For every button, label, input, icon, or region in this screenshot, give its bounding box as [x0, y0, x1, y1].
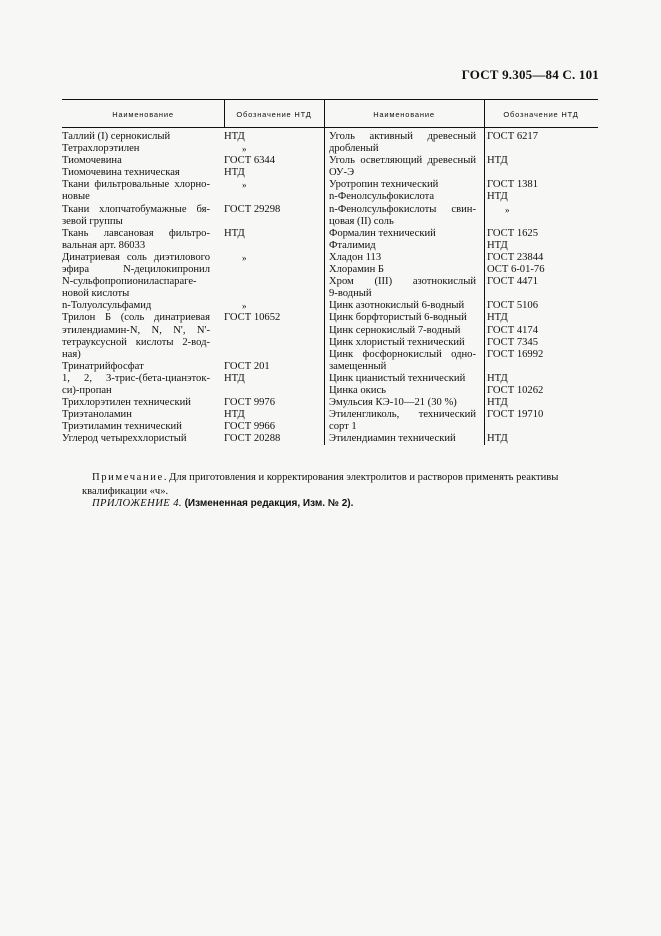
table-cell-code — [487, 361, 597, 373]
table-cell-name: зевой группы — [62, 215, 123, 227]
appendix-text: (Измененная редакция, Изм. № 2). — [184, 498, 354, 509]
table-cell-name: цовая (II) соль — [329, 215, 394, 227]
table-cell-name: новые — [62, 191, 90, 203]
table-cell-name: Тетрахлорэтилен — [62, 143, 140, 155]
table-cell-name: Ткань лавсановая фильтро- — [62, 227, 210, 239]
table-cell-code — [487, 216, 597, 228]
table-cell-name: ОУ-Э — [329, 167, 355, 179]
table-cell-name: Ткани хлопчатобумажные бя- — [62, 203, 210, 215]
table-cell-code — [224, 240, 316, 252]
right-codes-column — [487, 131, 597, 445]
table-cell-name: Тиомочевина — [62, 155, 122, 167]
table-cell-name: Этилендиамин технический — [329, 433, 456, 445]
page-header: ГОСТ 9.305—84 С. 101 — [461, 67, 599, 82]
table-cell-code — [224, 385, 316, 397]
table-cell-code: ГОСТ 7345 — [487, 336, 539, 348]
table-cell-code: НТД — [224, 131, 245, 142]
note-paragraph — [82, 471, 598, 499]
left-names-column — [62, 131, 210, 445]
table-cell-code: НТД — [487, 397, 508, 409]
table-cell-name: Трихлорэтилен технический — [62, 397, 191, 409]
column-divider — [224, 99, 225, 127]
table-cell-code — [487, 288, 597, 300]
table-cell-code — [224, 288, 316, 300]
table-cell-code: ГОСТ 29298 — [224, 203, 281, 215]
table-cell-name: Формалин технический — [329, 227, 436, 239]
table-cell-name: Тринатрийфосфат — [62, 360, 144, 372]
table-cell-code: » — [242, 301, 247, 312]
table-header-rule — [62, 127, 598, 128]
table-cell-name: эфира N-децилокипронил — [62, 264, 210, 276]
column-divider — [484, 99, 485, 445]
appendix-label: ПРИЛОЖЕНИЕ 4. — [92, 498, 182, 509]
table-cell-code: ГОСТ 20288 — [224, 433, 281, 445]
column-header-code-left: Обозначение НТД — [236, 109, 312, 119]
column-header-code-right: Обозначение НТД — [503, 109, 579, 119]
table-cell-code: НТД — [487, 239, 508, 251]
table-cell-name: Хром (III) азотнокислый — [329, 276, 476, 288]
table-cell-code: ГОСТ 19710 — [487, 409, 544, 421]
table-cell-code: » — [242, 252, 247, 263]
table-top-rule — [62, 99, 598, 100]
table-cell-name: Цинк цианистый технический — [329, 372, 466, 384]
table-cell-code: НТД — [487, 433, 508, 445]
table-cell-name: Ткани фильтровальные хлорно- — [62, 179, 210, 191]
note-text-continued: квалификации «ч». — [82, 486, 169, 497]
table-cell-name: Уголь активный древесный — [329, 131, 476, 142]
table-cell-code — [487, 167, 597, 179]
table-cell-code: НТД — [224, 409, 245, 421]
table-cell-name: Хлорамин Б — [329, 264, 385, 276]
table-cell-code: ГОСТ 4174 — [487, 324, 539, 336]
table-cell-code: ГОСТ 10652 — [224, 312, 281, 324]
table-cell-name: Динатриевая соль диэтилового — [62, 251, 210, 263]
table-cell-code: ГОСТ 1625 — [487, 227, 539, 239]
table-cell-code: НТД — [487, 191, 508, 203]
table-cell-name: n-Фенолсульфокислоты свин- — [329, 203, 476, 215]
table-cell-name: Триэтиламин технический — [62, 421, 182, 433]
table-cell-name: Триэтаноламин — [62, 409, 132, 421]
table-cell-name: Цинк азотнокислый 6-водный — [329, 300, 465, 312]
table-cell-name: Уголь осветляющий древесный — [329, 155, 476, 167]
right-names-column — [329, 131, 476, 445]
table-cell-code: НТД — [224, 372, 245, 384]
table-cell-name: Эмульсия КЭ-10—21 (30 %) — [329, 397, 457, 409]
table-cell-code: ОСТ 6-01-76 — [487, 264, 545, 276]
table-cell-name: Трилон Б (соль динатриевая — [62, 312, 210, 324]
appendix-reference — [92, 498, 353, 509]
table-cell-name: Фталимид — [329, 239, 376, 251]
table-cell-name: сорт 1 — [329, 421, 357, 433]
table-cell-name: вальная арт. 86033 — [62, 239, 146, 251]
table-cell-code: ГОСТ 16992 — [487, 348, 544, 360]
table-cell-code: ГОСТ 6344 — [224, 155, 276, 167]
table-cell-name: 9-водный — [329, 288, 372, 300]
table-cell-code: ГОСТ 23844 — [487, 251, 544, 263]
table-cell-name: Таллий (I) сернокислый — [62, 131, 171, 142]
table-cell-code: НТД — [224, 167, 245, 179]
table-cell-name: n-Фенолсульфокислота — [329, 191, 435, 203]
table-cell-name: Уротропин технический — [329, 179, 439, 191]
table-cell-name: этилендиамин-N, N, N', N'- — [62, 324, 210, 336]
note-text: . Для приготовления и корректирования электролитов и растворов применять реактивы — [163, 472, 559, 483]
table-cell-code — [224, 216, 316, 228]
table-cell-code — [487, 143, 597, 155]
table-cell-name: новой кислоты — [62, 288, 130, 300]
table-cell-code: » — [242, 144, 247, 155]
table-cell-code: ГОСТ 4471 — [487, 276, 539, 288]
table-cell-code — [224, 349, 316, 361]
table-cell-code — [224, 337, 316, 349]
table-cell-name: Цинк хлористый технический — [329, 336, 465, 348]
table-cell-code: ГОСТ 201 — [224, 360, 270, 372]
table-cell-code: ГОСТ 9966 — [224, 421, 276, 433]
table-cell-code — [224, 276, 316, 288]
table-cell-name: замещенный — [329, 360, 387, 372]
table-cell-name: тетрауксусной кислоты 2-вод- — [62, 336, 210, 348]
table-cell-name: Углерод четыреххлористый — [62, 433, 187, 445]
table-cell-code: ГОСТ 5106 — [487, 300, 539, 312]
left-codes-column — [224, 131, 316, 445]
column-divider-center — [324, 99, 325, 445]
table-cell-code — [224, 264, 316, 276]
table-cell-name: Цинк сернокислый 7-водный — [329, 324, 461, 336]
table-cell-name: Цинк фосфорнокислый одно- — [329, 348, 476, 360]
table-cell-code: НТД — [487, 312, 508, 324]
table-cell-name: Цинк борфтористый 6-водный — [329, 312, 467, 324]
table-cell-code: ГОСТ 1381 — [487, 179, 539, 191]
table-cell-code: ГОСТ 6217 — [487, 131, 539, 142]
note-lead: Примечание — [92, 472, 164, 483]
table-cell-code — [487, 421, 597, 433]
table-cell-code — [224, 191, 316, 203]
table-cell-code: ГОСТ 9976 — [224, 397, 276, 409]
column-header-name-right: Наименование — [373, 109, 435, 119]
table-cell-code: » — [242, 180, 247, 191]
table-cell-name: n-Толуолсульфамид — [62, 300, 152, 312]
table-cell-name: 1, 2, 3-трис-(бета-цианэток- — [62, 372, 210, 384]
table-cell-name: Хладон 113 — [329, 251, 382, 263]
table-cell-name: си)-пропан — [62, 384, 112, 396]
table-cell-name: Цинка окись — [329, 384, 386, 396]
table-cell-name: Тиомочевина техническая — [62, 167, 180, 179]
table-cell-name: дробленый — [329, 143, 379, 155]
table-cell-name: N-сульфопропионилаcпараге- — [62, 276, 197, 288]
table-cell-code: НТД — [224, 227, 245, 239]
table-cell-code: НТД — [487, 155, 508, 167]
table-cell-code: » — [505, 204, 510, 215]
table-cell-code: ГОСТ 10262 — [487, 384, 544, 396]
table-cell-code — [224, 325, 316, 337]
column-header-name-left: Наименование — [112, 109, 174, 119]
table-cell-code: НТД — [487, 372, 508, 384]
table-cell-name: ная) — [62, 348, 81, 360]
table-cell-name: Этиленгликоль, технический — [329, 409, 476, 421]
